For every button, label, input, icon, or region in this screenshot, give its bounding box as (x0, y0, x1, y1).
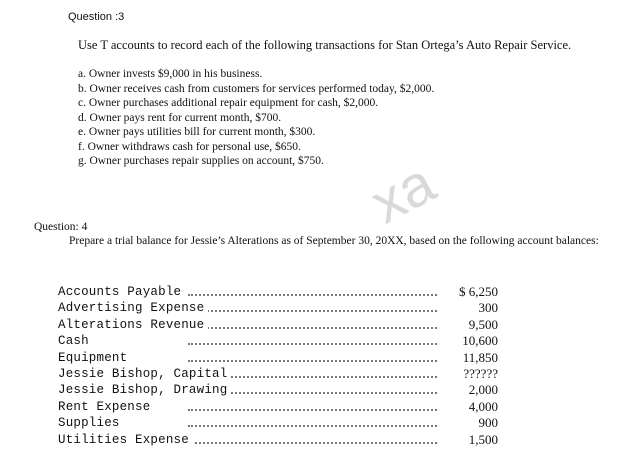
question-3-instruction: Use T accounts to record each of the following transactions for Stan Ortega’s Auto Repair Service. (78, 38, 572, 52)
account-balance: 300 (438, 300, 498, 316)
dot-leader (188, 425, 440, 427)
account-name: Equipment (58, 350, 131, 366)
account-name: Accounts Payable (58, 284, 185, 300)
account-balance: 9,500 (438, 317, 498, 333)
list-item: d. Owner pays rent for current month, $700. (78, 111, 282, 124)
list-item: f. Owner withdraws cash for personal use, $650. (78, 140, 301, 153)
list-item: a. Owner invests $9,000 in his business. (78, 68, 263, 80)
dot-leader (188, 343, 440, 345)
list-item: e. Owner pays utilities bill for current month, $300. (78, 126, 316, 138)
account-name: Jessie Bishop, Capital (58, 366, 231, 382)
account-balance: 2,000 (438, 382, 498, 398)
account-balance: 900 (438, 415, 498, 431)
account-balance: $ 6,250 (438, 284, 498, 300)
account-name: Advertising Expense (58, 300, 208, 316)
question-3-heading: Question :3 (68, 11, 125, 23)
list-item (58, 399, 498, 415)
account-balance: 11,850 (438, 350, 498, 366)
list-item: b. Owner receives cash from customers for services performed today, $2,000. (78, 82, 435, 95)
account-balance: ?????? (438, 366, 498, 382)
account-balances-list (58, 284, 498, 448)
dot-leader (188, 409, 440, 411)
dot-leader (188, 310, 440, 312)
list-item (58, 415, 498, 431)
account-name: Jessie Bishop, Drawing (58, 382, 231, 398)
account-balance: 10,600 (438, 333, 498, 349)
account-name: Utilities Expense (58, 432, 193, 448)
account-balance: 4,000 (438, 399, 498, 415)
dot-leader (188, 442, 440, 444)
list-item (58, 432, 498, 448)
account-name: Alterations Revenue (58, 317, 208, 333)
dot-leader (188, 294, 440, 296)
question-4-heading: Question: 4 (34, 221, 88, 233)
account-name: Rent Expense (58, 399, 154, 415)
account-name: Cash (58, 333, 93, 349)
list-item (58, 300, 498, 316)
list-item (58, 382, 498, 398)
dot-leader (188, 360, 440, 362)
account-balance: 1,500 (438, 432, 498, 448)
watermark: xa (360, 150, 446, 237)
list-item (58, 284, 498, 300)
list-item (58, 350, 498, 366)
transaction-list (78, 67, 434, 169)
dot-leader (188, 327, 440, 329)
account-name: Supplies (58, 415, 124, 431)
list-item (58, 317, 498, 333)
list-item (58, 366, 498, 382)
list-item (58, 333, 498, 349)
list-item: g. Owner purchases repair supplies on account, $750. (78, 155, 324, 167)
question-4-instruction: Prepare a trial balance for Jessie’s Alterations as of September 30, 20XX, based on the following account balances: (69, 235, 599, 247)
list-item: c. Owner purchases additional repair equipment for cash, $2,000. (78, 97, 379, 109)
